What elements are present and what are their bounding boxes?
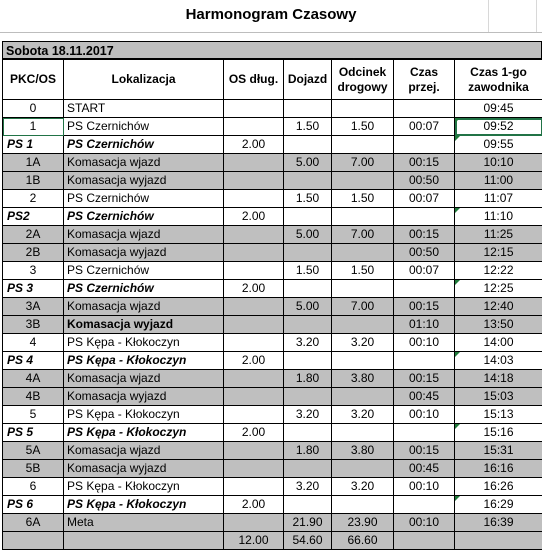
cell-os-length[interactable] [224,154,284,172]
table-row [3,172,542,190]
cell-transit-time[interactable]: 00:15 [394,442,455,460]
cell-approach[interactable] [284,352,332,370]
cell-os-length[interactable]: 2.00 [224,352,284,370]
cell-approach[interactable]: 21.90 [284,514,332,532]
cell-road-segment[interactable]: 7.00 [332,154,394,172]
cell-pkc[interactable]: 5 [3,406,64,424]
cell-location[interactable]: Komasacja wyjazd [64,172,224,190]
cell-location[interactable]: Komasacja wjazd [64,370,224,388]
cell-pkc[interactable]: 5B [3,460,64,478]
cell-road-segment[interactable]: 7.00 [332,226,394,244]
cell-os-length[interactable] [224,478,284,496]
cell-road-segment[interactable]: 1.50 [332,262,394,280]
cell-first-time[interactable]: 11:07 [455,190,542,208]
cell-approach[interactable] [284,100,332,118]
total-os-length[interactable]: 12.00 [224,532,284,550]
cell-pkc[interactable]: 1B [3,172,64,190]
cell-approach[interactable]: 1.80 [284,442,332,460]
cell-pkc[interactable]: 5A [3,442,64,460]
table-row [3,334,542,352]
cell-transit-time[interactable]: 00:15 [394,226,455,244]
cell-road-segment[interactable]: 1.50 [332,190,394,208]
cell-approach[interactable]: 1.80 [284,370,332,388]
cell-empty[interactable] [455,532,542,550]
cell-transit-time[interactable]: 01:10 [394,316,455,334]
cell-transit-time[interactable] [394,424,455,442]
cell-first-time[interactable]: 12:22 [455,262,542,280]
table-row [3,262,542,280]
cell-road-segment[interactable] [332,352,394,370]
cell-road-segment[interactable]: 3.20 [332,334,394,352]
cell-first-time[interactable]: 09:52 [455,118,542,136]
cell-empty[interactable] [64,532,224,550]
table-row [3,460,542,478]
cell-approach[interactable] [284,388,332,406]
cell-road-segment[interactable]: 23.90 [332,514,394,532]
table-row [3,136,542,154]
cell-os-length[interactable] [224,172,284,190]
cell-transit-time[interactable] [394,496,455,514]
table-row [3,424,542,442]
cell-first-time[interactable]: 15:31 [455,442,542,460]
cell-first-time[interactable]: 15:13 [455,406,542,424]
cell-os-length[interactable] [224,334,284,352]
cell-transit-time[interactable] [394,280,455,298]
col-header-pkc[interactable]: PKC/OS [3,60,64,100]
sheet-title: Harmonogram Czasowy [0,0,542,33]
cell-transit-time[interactable]: 00:50 [394,172,455,190]
cell-road-segment[interactable] [332,280,394,298]
cell-road-segment[interactable] [332,496,394,514]
cell-pkc[interactable]: 2A [3,226,64,244]
cell-location[interactable]: PS Czernichów [64,190,224,208]
cell-location[interactable]: Komasacja wyjazd [64,244,224,262]
cell-first-time[interactable]: 16:16 [455,460,542,478]
cell-location[interactable]: PS Czernichów [64,118,224,136]
cell-first-time[interactable]: 15:16 [455,424,542,442]
header-row [3,60,542,100]
cell-transit-time[interactable]: 00:50 [394,244,455,262]
cell-approach[interactable]: 5.00 [284,154,332,172]
total-road-segment[interactable]: 66.60 [332,532,394,550]
cell-road-segment[interactable] [332,136,394,154]
cell-os-length[interactable] [224,244,284,262]
cell-os-length[interactable]: 2.00 [224,424,284,442]
grid-divider [536,0,537,32]
cell-first-time[interactable]: 12:25 [455,280,542,298]
cell-os-length[interactable]: 2.00 [224,496,284,514]
cell-first-time[interactable]: 09:55 [455,136,542,154]
cell-location[interactable]: PS Kępa - Kłokoczyn [64,406,224,424]
cell-transit-time[interactable] [394,136,455,154]
cell-location[interactable]: PS Kępa - Kłokoczyn [64,352,224,370]
cell-approach[interactable]: 3.20 [284,334,332,352]
cell-location[interactable]: START [64,100,224,118]
cell-approach[interactable] [284,280,332,298]
cell-os-length[interactable] [224,262,284,280]
cell-first-time[interactable]: 16:26 [455,478,542,496]
cell-road-segment[interactable]: 3.80 [332,370,394,388]
cell-os-length[interactable]: 2.00 [224,136,284,154]
cell-approach[interactable] [284,136,332,154]
cell-first-time[interactable]: 14:00 [455,334,542,352]
cell-pkc[interactable]: PS 1 [3,136,64,154]
table-row [3,370,542,388]
total-approach[interactable]: 54.60 [284,532,332,550]
cell-os-length[interactable] [224,190,284,208]
table-row [3,514,542,532]
cell-pkc[interactable]: PS 5 [3,424,64,442]
cell-transit-time[interactable]: 00:07 [394,262,455,280]
totals-row [3,532,542,550]
cell-os-length[interactable] [224,442,284,460]
cell-transit-time[interactable]: 00:15 [394,154,455,172]
cell-approach[interactable]: 3.20 [284,406,332,424]
cell-location[interactable]: Komasacja wjazd [64,226,224,244]
cell-os-length[interactable] [224,298,284,316]
cell-transit-time[interactable]: 00:10 [394,406,455,424]
cell-approach[interactable] [284,424,332,442]
cell-transit-time[interactable]: 00:07 [394,190,455,208]
schedule-table [2,59,542,550]
cell-transit-time[interactable]: 00:15 [394,298,455,316]
cell-pkc[interactable]: 2B [3,244,64,262]
cell-pkc[interactable]: 6A [3,514,64,532]
date-header: Sobota 18.11.2017 [2,41,542,59]
cell-pkc[interactable]: 1 [3,118,64,136]
cell-pkc[interactable]: 4A [3,370,64,388]
cell-road-segment[interactable]: 3.20 [332,478,394,496]
cell-road-segment[interactable] [332,388,394,406]
table-row [3,100,542,118]
cell-transit-time[interactable]: 00:10 [394,334,455,352]
cell-road-segment[interactable] [332,316,394,334]
cell-approach[interactable] [284,208,332,226]
cell-location[interactable]: PS Czernichów [64,136,224,154]
cell-approach[interactable] [284,172,332,190]
cell-transit-time[interactable]: 00:45 [394,388,455,406]
cell-first-time[interactable]: 13:50 [455,316,542,334]
cell-empty[interactable] [394,532,455,550]
cell-road-segment[interactable] [332,460,394,478]
cell-location[interactable]: PS Czernichów [64,280,224,298]
cell-os-length[interactable]: 2.00 [224,208,284,226]
cell-road-segment[interactable]: 3.80 [332,442,394,460]
cell-first-time[interactable]: 16:29 [455,496,542,514]
cell-location[interactable]: Komasacja wjazd [64,154,224,172]
cell-approach[interactable]: 5.00 [284,298,332,316]
cell-location[interactable]: PS Czernichów [64,262,224,280]
table-row [3,208,542,226]
cell-pkc[interactable]: 1A [3,154,64,172]
table-row [3,442,542,460]
cell-pkc[interactable]: 6 [3,478,64,496]
table-row [3,388,542,406]
cell-road-segment[interactable] [332,424,394,442]
cell-location[interactable]: PS Kępa - Kłokoczyn [64,334,224,352]
table-row [3,226,542,244]
cell-pkc[interactable]: PS2 [3,208,64,226]
cell-location[interactable]: Komasacja wyjazd [64,388,224,406]
cell-approach[interactable] [284,244,332,262]
cell-approach[interactable] [284,460,332,478]
cell-pkc[interactable]: 3 [3,262,64,280]
cell-location[interactable]: PS Kępa - Kłokoczyn [64,496,224,514]
table-row [3,154,542,172]
cell-transit-time[interactable]: 00:45 [394,460,455,478]
cell-approach[interactable] [284,496,332,514]
cell-first-time[interactable]: 14:18 [455,370,542,388]
table-row [3,244,542,262]
cell-first-time[interactable]: 14:03 [455,352,542,370]
cell-pkc[interactable]: 4B [3,388,64,406]
cell-location[interactable]: Meta [64,514,224,532]
cell-approach[interactable]: 1.50 [284,118,332,136]
cell-first-time[interactable]: 11:25 [455,226,542,244]
cell-approach[interactable]: 1.50 [284,190,332,208]
col-header-approach[interactable]: Dojazd [284,60,332,100]
table-row [3,352,542,370]
table-row [3,478,542,496]
cell-os-length[interactable] [224,388,284,406]
cell-location[interactable]: Komasacja wjazd [64,442,224,460]
cell-os-length[interactable] [224,460,284,478]
cell-road-segment[interactable] [332,172,394,190]
cell-first-time[interactable]: 11:10 [455,208,542,226]
cell-approach[interactable]: 3.20 [284,478,332,496]
cell-road-segment[interactable] [332,244,394,262]
cell-transit-time[interactable]: 00:15 [394,370,455,388]
cell-transit-time[interactable] [394,100,455,118]
cell-transit-time[interactable]: 00:07 [394,118,455,136]
cell-pkc[interactable]: 3B [3,316,64,334]
cell-pkc[interactable]: PS 6 [3,496,64,514]
cell-location[interactable]: PS Czernichów [64,208,224,226]
table-row [3,316,542,334]
cell-pkc[interactable]: 3A [3,298,64,316]
cell-first-time[interactable]: 16:39 [455,514,542,532]
cell-transit-time[interactable]: 00:10 [394,478,455,496]
col-header-road-segment[interactable]: Odcinek drogowy [332,60,394,100]
col-header-first-time[interactable]: Czas 1-go zawodnika [455,60,542,100]
cell-approach[interactable] [284,316,332,334]
cell-pkc[interactable]: 0 [3,100,64,118]
cell-approach[interactable]: 5.00 [284,226,332,244]
cell-first-time[interactable]: 09:45 [455,100,542,118]
cell-os-length[interactable] [224,118,284,136]
grid-divider [488,0,489,32]
table-row [3,406,542,424]
cell-transit-time[interactable] [394,352,455,370]
cell-empty[interactable] [3,532,64,550]
cell-pkc[interactable]: 2 [3,190,64,208]
cell-first-time[interactable]: 12:40 [455,298,542,316]
cell-os-length[interactable]: 2.00 [224,280,284,298]
cell-first-time[interactable]: 11:00 [455,172,542,190]
cell-location[interactable]: PS Kępa - Kłokoczyn [64,424,224,442]
cell-os-length[interactable] [224,370,284,388]
cell-pkc[interactable]: 4 [3,334,64,352]
cell-first-time[interactable]: 10:10 [455,154,542,172]
cell-os-length[interactable] [224,226,284,244]
table-row [3,118,542,136]
cell-location[interactable]: Komasacja wyjazd [64,460,224,478]
table-row [3,190,542,208]
cell-pkc[interactable]: PS 3 [3,280,64,298]
col-header-transit-time[interactable]: Czas przej. [394,60,455,100]
cell-os-length[interactable] [224,316,284,334]
cell-location[interactable]: Komasacja wyjazd [64,316,224,334]
cell-first-time[interactable]: 15:03 [455,388,542,406]
cell-approach[interactable]: 1.50 [284,262,332,280]
cell-first-time[interactable]: 12:15 [455,244,542,262]
cell-road-segment[interactable] [332,100,394,118]
cell-pkc[interactable]: PS 4 [3,352,64,370]
table-row [3,298,542,316]
cell-location[interactable]: Komasacja wjazd [64,298,224,316]
cell-os-length[interactable] [224,406,284,424]
cell-road-segment[interactable]: 1.50 [332,118,394,136]
cell-location[interactable]: PS Kępa - Kłokoczyn [64,478,224,496]
cell-road-segment[interactable]: 7.00 [332,298,394,316]
cell-transit-time[interactable] [394,208,455,226]
cell-os-length[interactable] [224,100,284,118]
cell-road-segment[interactable]: 3.20 [332,406,394,424]
col-header-os-length[interactable]: OS dług. [224,60,284,100]
cell-transit-time[interactable]: 00:10 [394,514,455,532]
cell-os-length[interactable] [224,514,284,532]
cell-road-segment[interactable] [332,208,394,226]
table-row [3,280,542,298]
col-header-location[interactable]: Lokalizacja [64,60,224,100]
table-row [3,496,542,514]
